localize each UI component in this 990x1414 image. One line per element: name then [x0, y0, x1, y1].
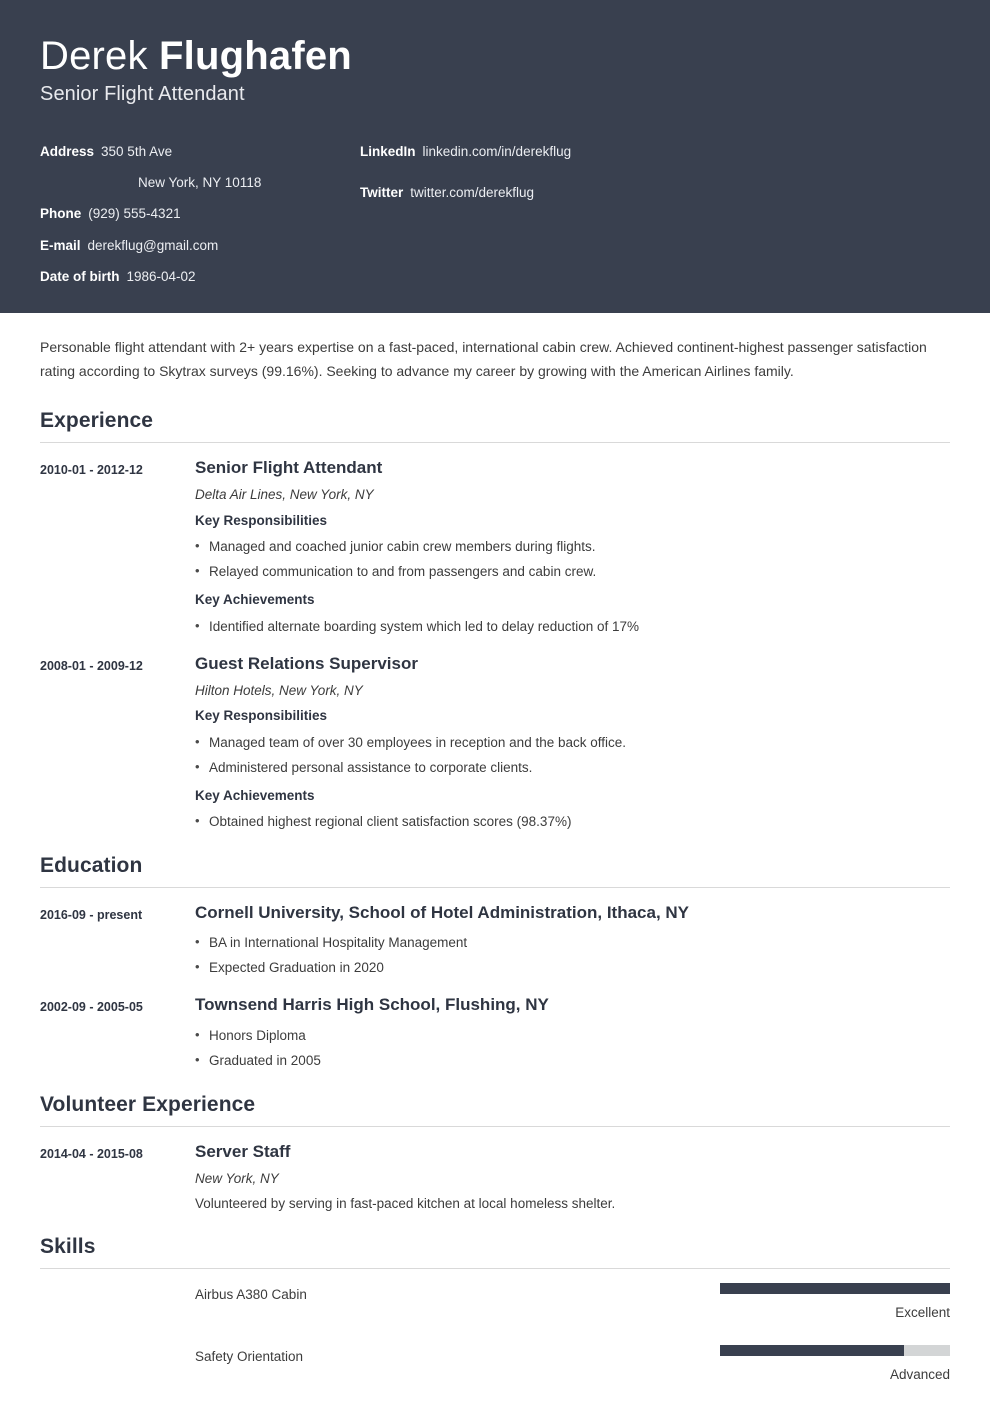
list-item: • Managed and coached junior cabin crew members during flights. [195, 534, 950, 559]
entry-subtitle: Hilton Hotels, New York, NY [195, 682, 363, 698]
resume-body [0, 335, 990, 1414]
list-item: • Managed team of over 30 employees in reception and the back office. [195, 730, 950, 755]
skill-level-label: Advanced [889, 1366, 950, 1382]
section-volunteer-experience [40, 1093, 950, 1215]
section-education [40, 854, 950, 1073]
contact-twitter-label: Twitter [360, 185, 404, 201]
skill-label: Airbus A380 Cabin [195, 1286, 307, 1302]
skill-meter [720, 1283, 950, 1323]
entry-subtitle: Delta Air Lines, New York, NY [195, 487, 374, 503]
contact-dob-label: Date of birth [40, 268, 120, 284]
volunteer-entry [40, 1141, 950, 1215]
contact-address [40, 142, 360, 162]
section-divider [40, 1126, 950, 1127]
list-item: • Obtained highest regional client satisfaction scores (98.37%) [195, 809, 950, 834]
contact-twitter [360, 183, 950, 203]
group-label: Key Responsibilities [195, 512, 328, 528]
professional-summary: Personable flight attendant with 2+ years expertise on a fast-paced, international cabin crew. Achieved continent-highest passenger satisfaction rating according to Skytrax surveys (99.16%). Seeking to advance my career by growing with the American Airlines family. [40, 339, 927, 380]
contact-linkedin-label: LinkedIn [360, 143, 416, 159]
contact-phone-label: Phone [40, 206, 82, 222]
section-title-volunteer: Volunteer Experience [40, 1092, 256, 1116]
section-title-education: Education [40, 854, 143, 878]
bullet-list [195, 534, 950, 584]
entry-subtitle: New York, NY [195, 1170, 279, 1186]
entry-date: 2014-04 - 2015-08 [40, 1146, 143, 1161]
contact-twitter-value[interactable]: twitter.com/derekflug [410, 185, 535, 201]
section-experience [40, 409, 950, 834]
group-label: Key Achievements [195, 787, 315, 803]
contact-details [40, 142, 950, 287]
resume-header [0, 0, 990, 313]
contact-column-right [360, 142, 950, 204]
entry-date: 2008-01 - 2009-12 [40, 658, 143, 673]
list-item: • Graduated in 2005 [195, 1048, 950, 1073]
entry-title: Cornell University, School of Hotel Administration, Ithaca, NY [195, 903, 690, 923]
contact-dob [40, 267, 360, 287]
list-item: • Administered personal assistance to corporate clients. [195, 755, 950, 780]
education-entry [40, 902, 950, 980]
contact-address-label: Address [40, 143, 95, 159]
entry-date: 2010-01 - 2012-12 [40, 463, 143, 478]
experience-entry [40, 653, 950, 834]
entry-date: 2002-09 - 2005-05 [40, 1000, 143, 1015]
group-label: Key Responsibilities [195, 708, 328, 724]
skill-progress-fill [720, 1345, 904, 1356]
first-name: Derek [40, 34, 148, 78]
contact-phone-value: (929) 555-4321 [88, 206, 181, 222]
list-item: • Identified alternate boarding system which led to delay reduction of 17% [195, 614, 950, 639]
page-title [40, 34, 950, 79]
entry-title: Server Staff [195, 1141, 291, 1161]
skill-level-label: Excellent [895, 1304, 950, 1320]
contact-address-value: 350 5th Ave [101, 143, 173, 159]
skill-label: Safety Orientation [195, 1348, 304, 1364]
education-entry [40, 994, 950, 1072]
section-divider [40, 1268, 950, 1269]
skill-progress-bar [720, 1283, 950, 1294]
entry-date: 2016-09 - present [40, 908, 143, 923]
entry-content [195, 902, 950, 980]
bullet-list [195, 730, 950, 780]
entry-title: Townsend Harris High School, Flushing, NY [195, 995, 549, 1015]
skill-progress-bar [720, 1345, 950, 1356]
section-divider [40, 887, 950, 888]
list-item: • Expected Graduation in 2020 [195, 955, 950, 980]
contact-address-line2: New York, NY 10118 [138, 175, 262, 191]
experience-entry [40, 457, 950, 638]
bullet-list [195, 614, 950, 639]
entry-title: Guest Relations Supervisor [195, 653, 418, 673]
contact-linkedin [360, 142, 950, 162]
contact-email [40, 236, 360, 256]
skill-row [40, 1283, 950, 1323]
entry-content [195, 994, 950, 1072]
section-title-skills: Skills [40, 1234, 96, 1258]
contact-phone [40, 204, 360, 224]
entry-content [195, 457, 950, 638]
skill-row [40, 1345, 950, 1385]
bullet-list [195, 930, 950, 980]
contact-linkedin-value[interactable]: linkedin.com/in/derekflug [422, 143, 572, 159]
section-skills [40, 1235, 950, 1385]
contact-column-left [40, 142, 360, 287]
list-item: • Relayed communication to and from passengers and cabin crew. [195, 559, 950, 584]
contact-email-value[interactable]: derekflug@gmail.com [87, 237, 219, 253]
entry-title: Senior Flight Attendant [195, 458, 383, 478]
bullet-list [195, 809, 950, 834]
bullet-list [195, 1023, 950, 1073]
contact-email-label: E-mail [40, 237, 81, 253]
contact-dob-value: 1986-04-02 [126, 268, 196, 284]
section-divider [40, 442, 950, 443]
entry-content [195, 653, 950, 834]
list-item: • Honors Diploma [195, 1023, 950, 1048]
last-name: Flughafen [159, 34, 352, 78]
entry-description: Volunteered by serving in fast-paced kitchen at local homeless shelter. [195, 1196, 616, 1212]
entry-content [195, 1141, 950, 1215]
list-item: • BA in International Hospitality Management [195, 930, 950, 955]
skill-meter [720, 1345, 950, 1385]
section-title-experience: Experience [40, 409, 154, 433]
skill-progress-fill [720, 1283, 950, 1294]
group-label: Key Achievements [195, 592, 315, 608]
job-title: Senior Flight Attendant [40, 82, 245, 105]
